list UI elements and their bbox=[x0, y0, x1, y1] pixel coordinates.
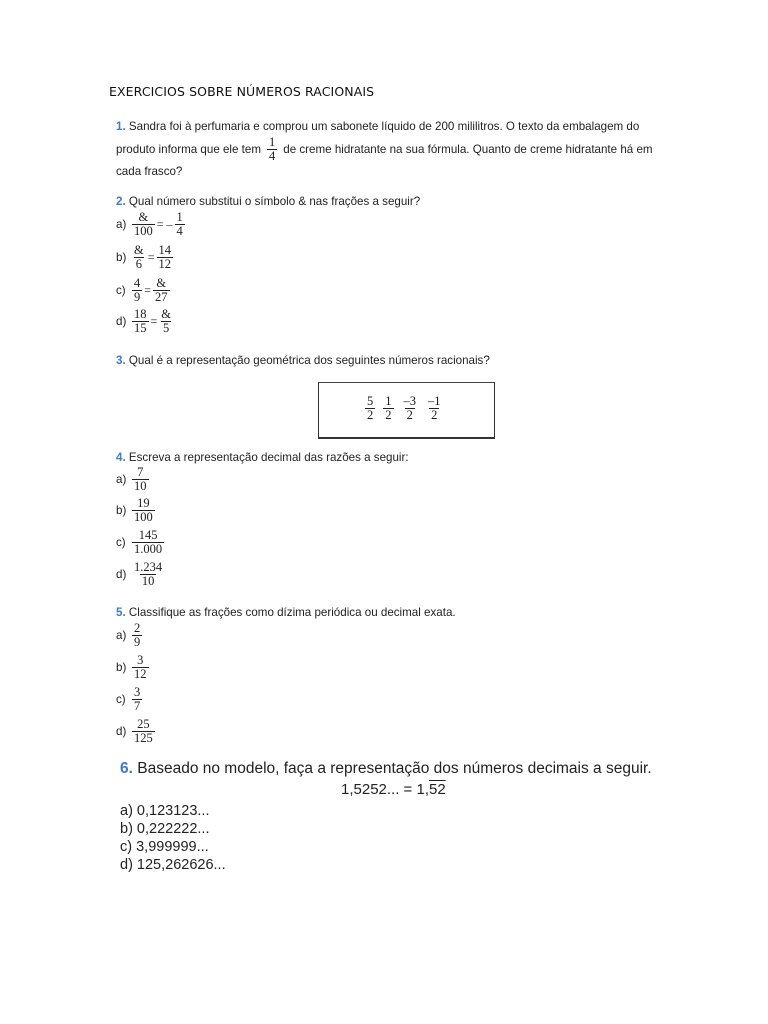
model-period: 52 bbox=[429, 781, 446, 798]
item-label: b) bbox=[116, 504, 127, 517]
q5-item-d bbox=[116, 718, 156, 745]
fraction-numerator: 1 bbox=[269, 135, 276, 149]
denominator: 10 bbox=[141, 574, 155, 588]
q2-number: 2. bbox=[116, 195, 126, 208]
numerator: 3 bbox=[134, 685, 141, 699]
item-label: d) bbox=[116, 568, 127, 581]
item-label: d) bbox=[116, 315, 127, 328]
numerator: 4 bbox=[134, 276, 141, 290]
q6-item-b: b) 0,222222... bbox=[120, 821, 210, 837]
denominator: 12 bbox=[158, 257, 172, 271]
numerator: & bbox=[138, 210, 149, 224]
q3-fractions bbox=[364, 395, 444, 422]
item-label: a) bbox=[116, 218, 127, 231]
left-fraction bbox=[132, 277, 142, 304]
numerator: 1 bbox=[385, 394, 392, 408]
q5-item-b bbox=[116, 654, 150, 681]
q1-text-line2a: produto informa que ele tem bbox=[116, 143, 262, 156]
q3-fractions-box bbox=[318, 382, 495, 439]
q1-line-2 bbox=[116, 136, 653, 163]
left-fraction bbox=[132, 308, 149, 335]
q5-item-c bbox=[116, 686, 143, 713]
document-title: EXERCICIOS SOBRE NÚMEROS RACIONAIS bbox=[109, 84, 375, 99]
q1-fraction bbox=[267, 136, 277, 163]
item-label: a) bbox=[116, 473, 127, 486]
left-fraction bbox=[132, 211, 155, 238]
fraction bbox=[402, 395, 419, 422]
item-label: d) bbox=[116, 725, 127, 738]
numerator: 145 bbox=[138, 528, 158, 542]
denominator: 125 bbox=[134, 731, 153, 745]
numerator: 18 bbox=[134, 307, 147, 321]
denominator: 2 bbox=[406, 408, 413, 422]
q3-heading bbox=[116, 354, 490, 367]
numerator: 25 bbox=[137, 717, 150, 731]
item-label: a) bbox=[116, 629, 127, 642]
q6-item-c: c) 3,999999... bbox=[120, 839, 209, 855]
model-left: 1,5252... = 1, bbox=[341, 781, 429, 798]
fraction bbox=[132, 497, 155, 524]
q2-item-d bbox=[116, 308, 174, 335]
q4-item-b bbox=[116, 497, 156, 524]
denominator: 2 bbox=[431, 408, 438, 422]
denominator: 2 bbox=[367, 408, 374, 422]
fraction-denominator: 4 bbox=[269, 149, 276, 163]
q6-heading bbox=[120, 760, 652, 778]
fraction bbox=[132, 718, 155, 745]
q2-item-c bbox=[116, 277, 171, 304]
fraction bbox=[132, 686, 142, 713]
item-label: b) bbox=[116, 251, 127, 264]
denominator: 10 bbox=[134, 479, 147, 493]
numerator: 14 bbox=[158, 243, 172, 257]
q1-number: 1. bbox=[116, 120, 126, 133]
numerator: –3 bbox=[403, 394, 416, 408]
q5-number: 5. bbox=[116, 606, 126, 619]
item-label: c) bbox=[116, 693, 126, 706]
numerator: –1 bbox=[428, 394, 441, 408]
denominator: 5 bbox=[163, 321, 170, 335]
denominator: 4 bbox=[176, 224, 183, 238]
numerator: 1.234 bbox=[134, 560, 163, 574]
equals-sign: = bbox=[150, 314, 158, 328]
q6-item-a: a) 0,123123... bbox=[120, 803, 210, 819]
numerator: & bbox=[134, 243, 144, 257]
denominator: 7 bbox=[134, 699, 141, 713]
q4-heading bbox=[116, 451, 409, 464]
fraction bbox=[132, 529, 164, 556]
numerator: 5 bbox=[367, 394, 374, 408]
right-fraction bbox=[153, 277, 170, 304]
q1-line-1 bbox=[116, 120, 639, 133]
right-fraction bbox=[159, 308, 173, 335]
equals-sign: = – bbox=[156, 217, 173, 231]
item-label: c) bbox=[116, 536, 126, 549]
q4-text: Escreva a representação decimal das razões a seguir: bbox=[128, 451, 409, 464]
fraction bbox=[132, 466, 149, 493]
q2-text: Qual número substitui o símbolo & nas frações a seguir? bbox=[128, 195, 421, 208]
q5-item-a bbox=[116, 622, 143, 649]
q1-line-3: cada frasco? bbox=[116, 165, 183, 178]
denominator: 12 bbox=[134, 667, 147, 681]
denominator: 100 bbox=[134, 224, 153, 238]
q3-number: 3. bbox=[116, 354, 126, 367]
q2-heading bbox=[116, 195, 420, 208]
item-label: b) bbox=[116, 661, 127, 674]
q6-model bbox=[341, 781, 446, 798]
denominator: 9 bbox=[134, 635, 141, 649]
numerator: & bbox=[156, 276, 167, 290]
equals-sign: = bbox=[144, 283, 152, 297]
q6-text: Baseado no modelo, faça a representação dos números decimais a seguir. bbox=[137, 760, 652, 777]
q4-item-c bbox=[116, 529, 165, 556]
q4-number: 4. bbox=[116, 451, 126, 464]
numerator: 19 bbox=[137, 496, 150, 510]
item-label: c) bbox=[116, 284, 126, 297]
fraction bbox=[365, 395, 375, 422]
fraction bbox=[132, 561, 164, 588]
numerator: 1 bbox=[176, 210, 183, 224]
fraction bbox=[383, 395, 393, 422]
denominator: 2 bbox=[385, 408, 392, 422]
right-fraction bbox=[157, 244, 174, 271]
q1-text-line1: Sandra foi à perfumaria e comprou um sabonete líquido de 200 mililitros. O texto da embalagem do bbox=[128, 120, 640, 133]
q3-text: Qual é a representação geométrica dos seguintes números racionais? bbox=[128, 354, 490, 367]
denominator: 100 bbox=[134, 510, 153, 524]
denominator: 6 bbox=[135, 257, 142, 271]
q5-heading bbox=[116, 606, 456, 619]
q6-number: 6. bbox=[120, 760, 133, 777]
q2-item-b bbox=[116, 244, 174, 271]
q6-item-d: d) 125,262626... bbox=[120, 857, 226, 873]
numerator: 3 bbox=[137, 653, 144, 667]
fraction bbox=[132, 654, 149, 681]
fraction bbox=[426, 395, 443, 422]
q5-text: Classifique as frações como dízima periódica ou decimal exata. bbox=[128, 606, 456, 619]
numerator: 7 bbox=[137, 465, 144, 479]
right-fraction bbox=[175, 211, 185, 238]
denominator: 9 bbox=[134, 290, 141, 304]
q2-item-a bbox=[116, 211, 186, 238]
denominator: 15 bbox=[134, 321, 147, 335]
left-fraction bbox=[132, 244, 146, 271]
q4-item-d bbox=[116, 561, 165, 588]
q4-item-a bbox=[116, 466, 150, 493]
equals-sign: = bbox=[147, 250, 155, 264]
q1-text-line2b: de creme hidratante na sua fórmula. Quanto de creme hidratante há em bbox=[283, 143, 653, 156]
denominator: 27 bbox=[155, 290, 168, 304]
fraction bbox=[132, 622, 142, 649]
numerator: 2 bbox=[134, 621, 141, 635]
denominator: 1.000 bbox=[134, 542, 163, 556]
numerator: & bbox=[161, 307, 172, 321]
